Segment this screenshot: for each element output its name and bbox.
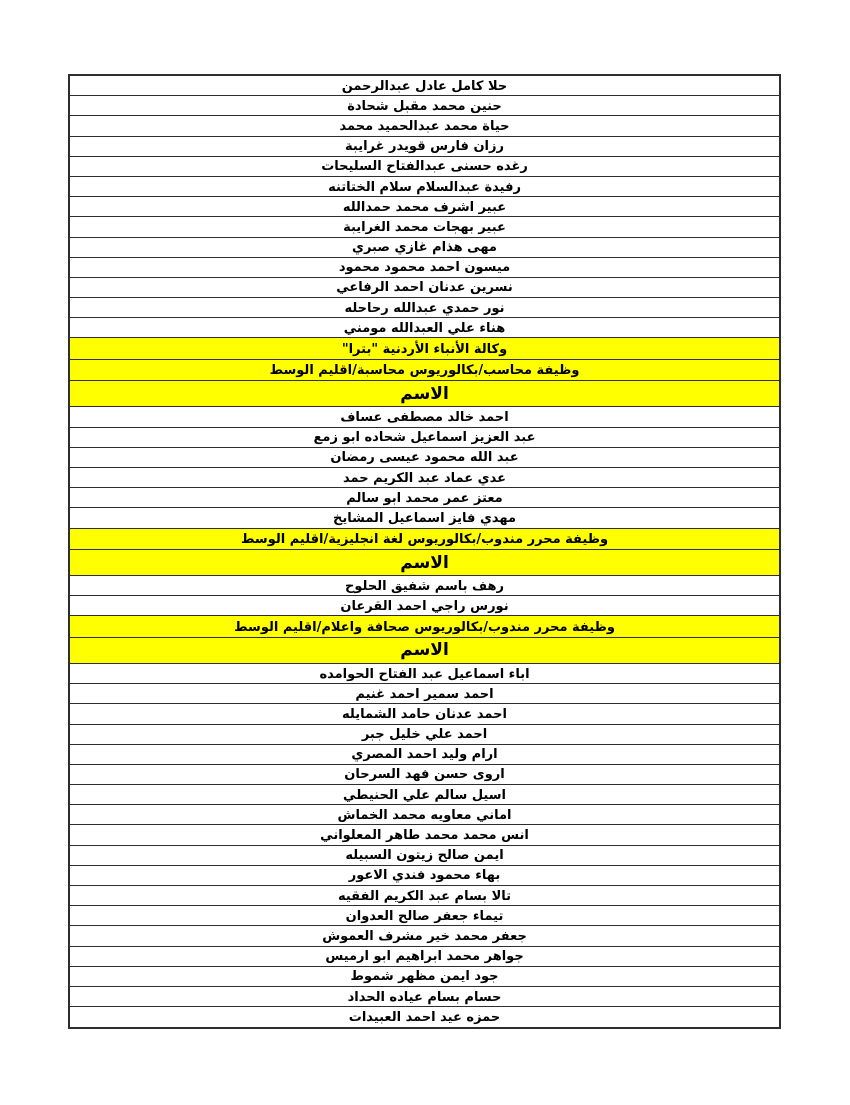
table-row-name xyxy=(70,745,779,765)
table-row-name-label: احمد علي خليل جبر xyxy=(361,727,488,743)
column-header-name xyxy=(70,550,779,576)
table-row-name xyxy=(70,407,779,427)
table-row-name xyxy=(70,967,779,987)
table-row-name xyxy=(70,217,779,237)
table-row-name-label: رغده حسنى عبدالفتاح السليحات xyxy=(321,159,528,175)
table-row-name xyxy=(70,704,779,724)
section-header-job xyxy=(70,360,779,382)
table-row-name xyxy=(70,468,779,488)
table-row-name xyxy=(70,137,779,157)
table-row-name xyxy=(70,508,779,528)
table-row-name-label: مهى هذام غازي صبري xyxy=(352,240,497,256)
table-row-name xyxy=(70,116,779,136)
column-header-name xyxy=(70,638,779,664)
table-row-name xyxy=(70,448,779,468)
table-row-name xyxy=(70,926,779,946)
table-row-name-label: حسام بسام عياده الحداد xyxy=(347,989,502,1005)
table-row-name-label: رزان فارس قويدر غرايبة xyxy=(345,139,504,155)
table-row-name xyxy=(70,238,779,258)
table-row-name xyxy=(70,298,779,318)
table-row-name xyxy=(70,805,779,825)
table-row-name xyxy=(70,157,779,177)
table-row-name xyxy=(70,177,779,197)
names-table xyxy=(68,74,781,1029)
table-row-name-label: احمد خالد مصطفى عساف xyxy=(340,410,509,426)
table-row-name xyxy=(70,825,779,845)
table-row-name xyxy=(70,886,779,906)
table-row-name xyxy=(70,278,779,298)
table-row-name-label: اباء اسماعيل عبد الفتاح الحوامده xyxy=(319,666,530,682)
table-row-name-label: انس محمد محمد طاهر المعلواني xyxy=(320,828,529,844)
table-row-name xyxy=(70,725,779,745)
table-row-name-label: ايمن صالح زيتون السبيله xyxy=(345,848,504,864)
table-row-name xyxy=(70,765,779,785)
table-row-name-label: حنين محمد مقبل شحادة xyxy=(347,98,502,114)
table-row-name-label: عبير بهجات محمد الغرايبة xyxy=(343,219,506,235)
table-row-name-label: نسرين عدنان احمد الرفاعي xyxy=(336,280,513,296)
table-row-name-label: احمد عدنان حامد الشمايله xyxy=(342,706,507,722)
section-header-job-label: وظيفة محاسب/بكالوريوس محاسبة/اقليم الوسط xyxy=(269,363,580,379)
table-row-name-label: عبد العزيز اسماعيل شحاده ابو زمع xyxy=(313,430,536,446)
table-row-name xyxy=(70,987,779,1007)
table-row-name-label: اروى حسن فهد السرحان xyxy=(344,767,505,783)
table-row-name xyxy=(70,664,779,684)
table-row-name xyxy=(70,866,779,886)
table-row-name xyxy=(70,684,779,704)
table-row-name-label: تالا بسام عبد الكريم الفقيه xyxy=(337,888,512,904)
column-header-name-label: الاسم xyxy=(400,552,449,573)
table-row-name-label: حياة محمد عبدالحميد محمد xyxy=(339,118,510,134)
table-row-name-label: اماني معاويه محمد الخماش xyxy=(337,807,512,823)
table-row-name-label: عبير اشرف محمد حمدالله xyxy=(342,199,507,215)
column-header-name xyxy=(70,381,779,407)
table-row-name xyxy=(70,947,779,967)
table-row-name-label: حمزه عيد احمد العبيدات xyxy=(348,1010,501,1026)
table-row-name-label: تيماء جعفر صالح العدوان xyxy=(345,908,504,924)
table-row-name xyxy=(70,596,779,616)
table-row-name-label: ميسون احمد محمود محمود xyxy=(338,260,511,276)
table-row-name xyxy=(70,576,779,596)
table-row-name-label: جواهر محمد ابراهيم ابو ارميس xyxy=(325,949,524,965)
section-header-job xyxy=(70,529,779,551)
table-row-name-label: جعفر محمد خير مشرف العموش xyxy=(322,928,527,944)
table-row-name-label: رفيدة عبدالسلام سلام الختاتنه xyxy=(328,179,521,195)
table-row-name-label: حلا كامل عادل عبدالرحمن xyxy=(341,78,508,94)
table-row-name xyxy=(70,488,779,508)
section-header-job-label: وظيفة محرر مندوب/بكالوريوس صحافة واعلام/اقليم الوسط xyxy=(234,619,615,635)
table-row-name xyxy=(70,906,779,926)
table-row-name-label: ارام وليد احمد المصري xyxy=(351,747,498,763)
table-row-name-label: جود ايمن مظهر شموط xyxy=(350,969,499,985)
table-row-name xyxy=(70,318,779,338)
table-row-name-label: احمد سمير احمد غنيم xyxy=(355,686,494,702)
table-row-name xyxy=(70,846,779,866)
section-header-job xyxy=(70,616,779,638)
table-row-name-label: عبد الله محمود عيسى رمضان xyxy=(330,450,519,466)
table-row-name-label: نورس راجي احمد القرعان xyxy=(340,598,509,614)
table-row-name xyxy=(70,197,779,217)
section-header-job-label: وظيفة محرر مندوب/بكالوريوس لغة انجليزية/اقليم الوسط xyxy=(240,531,609,547)
table-row-name-label: هناء علي العبدالله مومني xyxy=(343,320,506,336)
section-header-organization-label: وكالة الأنباء الأردنية "بترا" xyxy=(341,341,508,357)
table-row-name-label: اسيل سالم علي الحنيطي xyxy=(343,787,506,803)
table-row-name-label: نور حمدي عبدالله رحاحله xyxy=(344,300,505,316)
column-header-name-label: الاسم xyxy=(400,383,449,404)
table-row-name-label: رهف باسم شفيق الحلوح xyxy=(345,578,504,594)
table-row-name xyxy=(70,1007,779,1027)
table-row-name-label: بهاء محمود فندي الاعور xyxy=(348,868,501,884)
table-row-name xyxy=(70,428,779,448)
table-row-name-label: مهدي فايز اسماعيل المشايخ xyxy=(332,510,517,526)
section-header-organization xyxy=(70,338,779,360)
table-row-name-label: معتز عمر محمد ابو سالم xyxy=(346,490,503,506)
column-header-name-label: الاسم xyxy=(400,640,449,661)
table-row-name-label: عدي عماد عبد الكريم حمد xyxy=(343,470,506,486)
table-row-name xyxy=(70,258,779,278)
table-row-name xyxy=(70,76,779,96)
table-row-name xyxy=(70,785,779,805)
table-row-name xyxy=(70,96,779,116)
